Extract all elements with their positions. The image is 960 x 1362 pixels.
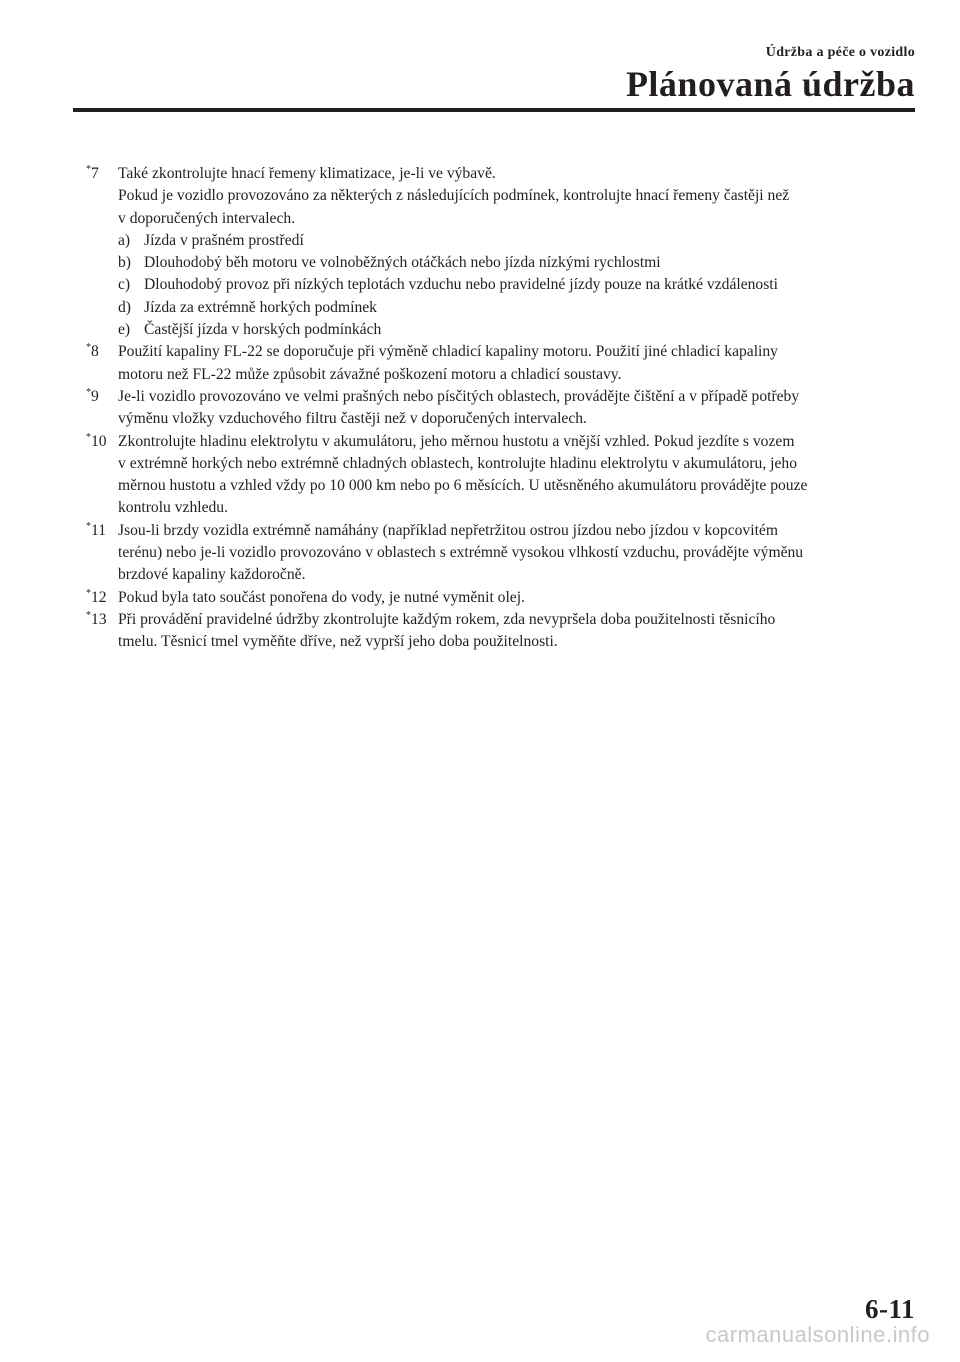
footnote-number: 10: [91, 432, 107, 450]
footnote-number: 7: [91, 165, 99, 182]
footnote-marker: [86, 163, 99, 185]
footnote-12: [86, 587, 916, 609]
footnote-number: 13: [91, 610, 107, 628]
condition-text: Dlouhodobý běh motoru ve volnoběžných otáčkách nebo jízda nízkými rychlostmi: [144, 254, 661, 272]
footnote-number: 9: [91, 387, 99, 405]
footnote-text-line: Pokud je vozidlo provozováno za některých z následujících podmínek, kontrolujte hnací řemeny častěji než: [118, 187, 790, 205]
footnote-10: [86, 431, 916, 520]
footnote-asterisk: *: [86, 609, 91, 621]
footnote-7: [86, 163, 916, 341]
watermark: carmanualsonline.info: [705, 1322, 930, 1347]
footnote-11: [86, 520, 916, 587]
footnote-marker: [86, 431, 107, 453]
condition-text: Dlouhodobý provoz při nízkých teplotách vzduchu nebo pravidelné jízdy pouze na krátké vzdálenosti: [144, 276, 778, 294]
footnote-asterisk: *: [86, 164, 91, 175]
footnote-number: 11: [91, 521, 107, 539]
condition-item: [118, 252, 916, 274]
footnote-text-line: kontrolu vzhledu.: [118, 499, 229, 517]
footnote-8: [86, 341, 916, 386]
condition-text: Častější jízda v horských podmínkách: [144, 321, 382, 339]
footnote-text-line: Zkontrolujte hladinu elektrolytu v akumulátoru, jeho měrnou hustotu a vnější vzhled. Pokud jezdíte s vozem: [118, 432, 795, 450]
footnote-text-line: Je-li vozidlo provozováno ve velmi prašných nebo písčitých oblastech, provádějte čištění a v případě potřeby: [118, 387, 800, 405]
condition-letter: e): [118, 321, 131, 339]
page-number: 6-11: [864, 1294, 915, 1324]
page-title: Plánovaná údržba: [625, 64, 915, 104]
footnote-text-line: v doporučených intervalech.: [118, 209, 296, 227]
footnote-text-line: Při provádění pravidelné údržby zkontrolujte každým rokem, zda nevypršela doba použitelnosti těsnicího: [118, 610, 776, 628]
condition-text: Jízda za extrémně horkých podmínek: [144, 298, 377, 316]
footnote-marker: [86, 386, 99, 408]
footnotes-list: [86, 163, 916, 654]
condition-item: [118, 274, 916, 296]
footnote-asterisk: *: [86, 431, 91, 443]
footnote-text-line: Pokud byla tato součást ponořena do vody, je nutné vyměnit olej.: [118, 588, 525, 606]
footnote-text-line: v extrémně horkých nebo extrémně chladných oblastech, kontrolujte hladinu elektrolytu v akumulátoru, jeho: [118, 454, 797, 472]
footnote-13: [86, 609, 916, 654]
footnote-text-line: výměnu vložky vzduchového filtru častěji než v doporučených intervalech.: [118, 410, 587, 428]
condition-letter: c): [118, 276, 131, 294]
condition-letter: d): [118, 298, 131, 316]
footnote-marker: [86, 609, 107, 631]
footnote-text-line: Jsou-li brzdy vozidla extrémně namáhány (například nepřetržitou ostrou jízdou nebo jízdou v kopcovitém: [118, 521, 778, 539]
condition-letter: b): [118, 254, 131, 272]
footnote-asterisk: *: [86, 386, 91, 398]
footnote-text-line: Použití kapaliny FL-22 se doporučuje při výměně chladicí kapaliny motoru. Použití jiné chladicí kapaliny: [118, 343, 778, 361]
condition-item: [118, 230, 916, 252]
section-title: Údržba a péče o vozidlo: [765, 45, 915, 60]
footnote-text-line: tmelu. Těsnicí tmel vyměňte dříve, než vyprší jeho doba použitelnosti.: [118, 633, 558, 651]
footnote-text-line: motoru než FL-22 může způsobit závažné poškození motoru a chladicí soustavy.: [118, 365, 622, 383]
footnote-text-line: měrnou hustotu a vzhled vždy po 10 000 km nebo po 6 měsících. U utěsněného akumulátoru provádějte pouze: [118, 477, 808, 495]
footnote-text-line: brzdové kapaliny každoročně.: [118, 566, 306, 584]
page-header: [626, 44, 915, 104]
condition-text: Jízda v prašném prostředí: [144, 231, 304, 249]
footnote-number: 8: [91, 343, 99, 361]
footnote-asterisk: *: [86, 587, 91, 599]
footnote-text-line: terénu) nebo je-li vozidlo provozováno v oblastech s extrémně vysokou vlhkostí vzduchu, provádějte výměnu: [118, 544, 804, 562]
footnote-marker: [86, 520, 106, 542]
footnote-9: [86, 386, 916, 431]
footnote-asterisk: *: [86, 520, 91, 532]
condition-item: [118, 297, 916, 319]
footnote-marker: [86, 587, 107, 609]
condition-letter: a): [118, 231, 131, 249]
header-rule: [73, 108, 915, 112]
footnote-text-line: Také zkontrolujte hnací řemeny klimatizace, je-li ve výbavě.: [118, 165, 496, 182]
condition-item: [118, 319, 916, 341]
footnote-number: 12: [91, 588, 107, 606]
footnote-marker: [86, 341, 99, 363]
footnote-asterisk: *: [86, 342, 91, 354]
